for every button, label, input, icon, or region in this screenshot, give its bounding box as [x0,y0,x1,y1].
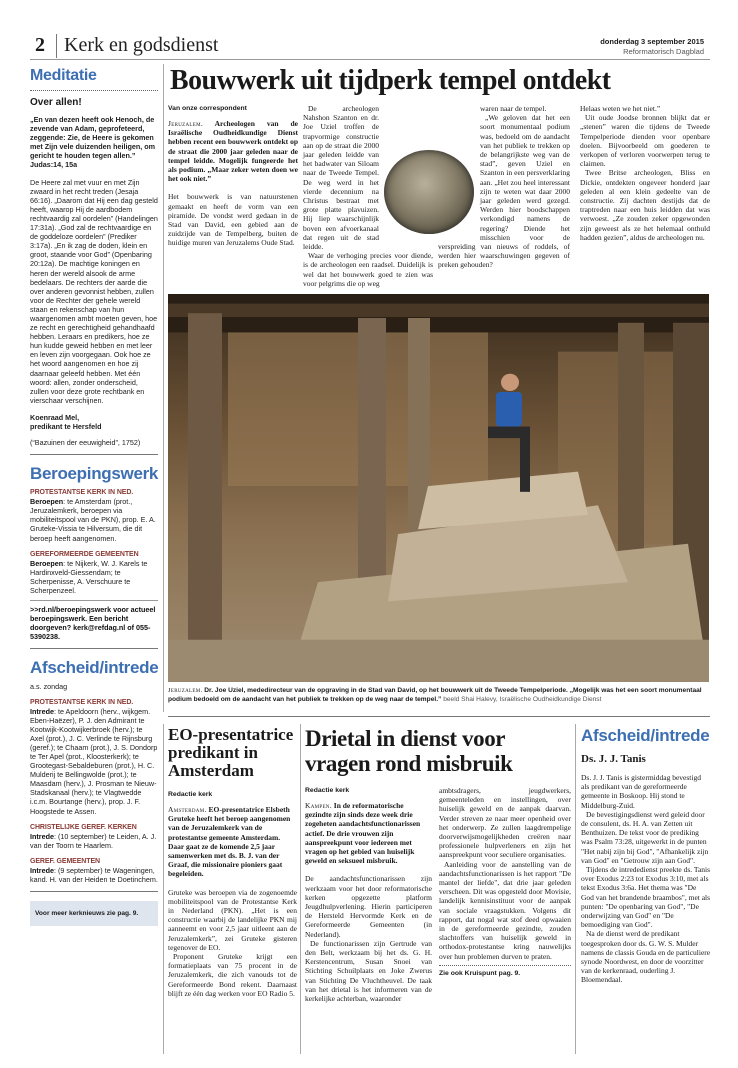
page-number: 2 [35,34,45,56]
main-article-col-1 [168,104,298,248]
dateline: Amsterdam. [168,805,207,814]
intrede-entry [30,832,158,850]
main-article-col-4 [580,104,710,242]
meditatie-heading: Meditatie [30,67,97,84]
drietal-col-1 [305,786,432,1003]
entry-label: Intrede [30,865,54,875]
paragraph: Tijdens de intrededienst preekte ds. Tanis over Exodus 2:23 tot Exodus 3:10, met als tekst Exodus 3:6a. Het thema was "De God van het brandende braambos", met als punten: "De openbaring van God", "De onderwijzing van God" en "De bemoediging van God". [581,865,711,930]
entry-text: : te Apeldoorn (herv., wijkgem. Eben-Haëzer), P. J. den Admirant te Kootwijk-Kootwijkerbroek (herv.); te Axel (prot.), J. C. Verlinde te Rijnsburg (geref.); te Chaam (prot.), J. S. Dondorp te Ter Apel (prot., Kloosterkerk); te Grootegast-Sebaldeburen (prot.), H. C. Mulderij te Bellingwolde (prot.); te Maasdam (herv.), J. Prosman te Nieuw-Stadskanaal (herv.); te Vlagtwedde i.c.m. Bourtange (herv.), prop. J. F. Hoogstede te Assen. [30,706,158,816]
caption-text: Dr. Joe Uziel, mededirecteur van de opgraving in de Stad van David, op het bouwwerk uit de Tweede Tempelperiode. „Mogelijk was het een soort monumentaal podium bedoeld om de aandacht van het publiek te trekken op de weg naar de tempel.” [168,687,702,704]
column-divider [163,64,164,712]
entry-label: Beroepen [30,558,64,568]
paragraph: Aanleiding voor de aanstelling van de aandachtsfunctionarissen is het rapport "De mantel der liefde", dat drie jaar geleden verscheen. Dit was opgesteld door Movisie, landelijk kennisinstituut voor de aanpak van sociale vraagstukken. Volgens dit rapport, dat nogal wat stof deed opwaaien in de gereformeerde gezindte, zouden slachtoffers van huiselijk geweld in orthodox-protestantse kring nauwelijks over hun problemen durven te praten. [439,859,571,961]
church-category: GEREFORMEERDE GEMEENTEN [30,550,139,558]
dateline: Kampen. [305,801,332,810]
see-also-link[interactable]: Zie ook Kruispunt pag. 9. [439,969,521,977]
entry-text: : (9 september) te Wageningen, kand. H. van der Heiden te Doetinchem. [30,865,158,884]
paragraph: De aandachtsfunctionarissen zijn werkzaam voor het door reformatorische kerken opgezette platform Jeugdhulpverlening. Hierin participeren de Hersteld Hervormde Kerk en de Gereformeerde Gemeenten (in Nederland). [305,874,432,939]
entry-label: Intrede [30,706,54,716]
issue-date: donderdag 3 september 2015 [600,37,704,46]
church-category: PROTESTANTSE KERK IN NED. [30,698,134,706]
meditatie-author: Koenraad Mel, [30,412,80,422]
footer-link-text[interactable]: >>rd.nl/beroepingswerk voor actueel beroepingswerk. Een bericht doorgeven? kerk@refdag.nl of 055-5390238. [30,605,156,642]
paragraph: De bevestigingsdienst werd geleid door de consulent, ds. H. A. van Zetten uit Benthuizen. De tekst voor de prediking was Psalm 73:28, uitgewerkt in de punten "Het nabij zijn bij God", "Afhankelijk zijn van God" en "Getrouw zijn aan God". [581,809,709,865]
afscheid-intrede-right [581,726,711,985]
article-lead [305,801,432,865]
section-title: Kerk en godsdienst [64,34,219,56]
header-rule [30,59,710,60]
main-headline: Bouwwerk uit tijdperk tempel ontdekt [170,64,611,96]
more-news-box[interactable]: Voor meer kerknieuws zie pag. 9. [30,901,158,926]
paragraph: De functionarissen zijn Gertrude van den Belt, werkzaam bij het ds. G. H. Kerstencentrum, Susan Snoei van Stichting Schuilplaats en Joke Zwerus van Stichting De Vluchtheuvel. De taak van het drietal is het informeren van de kerkelijke achterban, waaronder [305,938,432,1004]
meditatie-body: De Heere zal met vuur en met Zijn zwaard in het recht treden (Jesaja 66:16). „Daarom dat Hij een dag gesteld heeft, waarop Hij de aardbodem rechtvaardig zal oordelen” (Handelingen 17:31a). „God zal de rechtvaardige en de goddeloze oordelen” (Prediker 3:17a). „En ik zag de doden, klein en groot, staande voor God” (Openbaring 20:12a). De machtige koningen en heren der wereld alsook de arme bedelaars. De rechters der aarde die over anderen gevonnist hebben, zullen voor de Rechter der gehele wereld staan en rekenschap van hun waargenomen ambt moeten geven, hoe ze recht en gerechtigheid gehandhaafd hebben. Leraars en predikers, hoe ze hun kudde geweid hebben en met leer en leven zijn voorgegaan. Ook hoe ze het woord aangenomen en hoe zij daarnaar geleefd hebben. Met één woord: allen, zonder onderscheid, zullen voor deze grote rechtbank en vierschaar verschijnen. [30,177,158,405]
dotted-rule [30,90,158,91]
paragraph: De archeologen Nahshon Szanton en dr. Joe Uziel troffen de trapvormige constructie aan op de straat die 2000 jaar geleden leidde van het badwater van Siloam naar de Tweede Tempel. De weg werd in het vierde decennium na Christus bestraat met grote platte plavuizen. Hij liep waarschijnlijk boven een afvoerkanaal dat regen uit de stad leidde. [303,104,379,252]
paragraph: Waar de verhoging precies voor diende, is de archeologen een raadsel. Duidelijk is wel dat het bouwwerk goed te zien was voor pelgrims die op weg [303,251,433,288]
paragraph: Proponent Gruteke krijgt een formatieplaats van 75 procent in de Jeruzalemkerk, die zich vanouds tot de Gereformeerde Bond rekent. Daarnaast blijft ze één dag werken voor EO Radio 5. [168,952,297,998]
left-sidebar [30,66,158,926]
paragraph: waren naar de tempel. [480,104,547,113]
afscheid-intrede-left [30,658,158,892]
photo-credit: beeld Shai Halevy, Israëlische Oudheidkundige Dienst [443,696,602,704]
ancient-coin-image [384,150,474,234]
paragraph: „We geloven dat het een soort monumentaal podium was, bedoeld om de aandacht van het publiek te trekken op de belangrijkste weg van de stad”, geven Uziel en Szanton in een persverklaring aan. „Het zou heel interessant zijn te weten wat daar 2000 jaar geleden werd gezegd. Werden hier boodschappen verkondigd namens de regering? Diende het misschien voor de verspreiding van nieuws of roddels, of werden hier waarschuwingen gegeven of preken gehouden? [438,113,570,270]
beroepingswerk-heading: Beroepingswerk [30,464,159,484]
newspaper-name: Reformatorisch Dagblad [623,47,704,56]
byline: Redactie kerk [168,791,213,798]
paragraph: Na de dienst werd de predikant toegesproken door ds. G. W. S. Mulder namens de classis Gouda en de particuliere synode Noordwest, en door de voorzitter van de kerkenraad, ouderling J. Bloemendaal. [581,929,711,985]
excavation-scene [168,294,709,682]
meditatie-quote: „En van dezen heeft ook Henoch, de zevende van Adam, geprofeteerd, zeggende: Zie, de Heere is gekomen met Zijn vele duizenden heiligen, om gericht te houden tegen allen.” [30,115,156,161]
article-lead [168,805,297,879]
eo-headline: EO-presentatrice predikant in Amsterdam [168,725,294,780]
beroepingswerk-section [30,464,158,649]
lead-text: In de reformatorische gezindte zijn sinds deze week drie zogeheten aandachtsfunctionarissen actief. De drie vrouwen zijn aanspreekpunt voor iedereen met vragen op het gebied van huiselijk geweld en seksueel misbruik. [305,801,421,866]
beroep-entry [30,497,158,542]
article-lead [168,119,298,183]
meditatie-reference: Judas:14, 15a [30,160,78,170]
beroepingswerk-footer[interactable] [30,600,158,641]
entry-text: : te Amsterdam (prot., Jeruzalemkerk, beroepen via mobiliteitspool van de PKN), prop. E. A. Gruteke-Vissia te Hilversum, die dit beroep heeft aangenomen. [30,497,156,543]
paragraph: Gruteke was beroepen via de zogenoemde mobiliteitspool van de Protestantse Kerk in Nederland (PKN). „Het is een constructie waarbij de landelijke PKN mij aanneemt en voor 2,5 jaar uitleent aan de Jeruzalemkerk”, zei Gruteke gisteren tegenover de EO. [168,887,297,952]
dateline: Jeruzalem. [168,119,204,128]
lead-text: Archeologen van de Israëlische Oudheidkundige Dienst hebben recent een bouwwerk ontdekt op de straat die 2000 jaar geleden naar de tempel leidde. Mogelijk fungeerde het als podium. „Maar zeker weten doen we het ook niet.” [168,119,298,184]
meditatie-author-role: predikant te Hersfeld [30,422,102,431]
entry-label: Beroepen [30,497,64,507]
paragraph: ambtsdragers, jeugdwerkers, gemeenteleden en instellingen, over huiselijk geweld en de aanpak daarvan. Verder streven ze naar meer openheid over het onderwerp. Ze zullen laagdrempelige doorverwijsmogelijkheden creëren naar professionele hulpverleners en zijn het aanspreekpunt voor seculiere organisaties. [439,786,571,860]
meditatie-section [30,66,158,455]
drietal-article [305,726,571,1003]
drietal-col-2 [439,786,571,1003]
paragraph: Uit oude Joodse bronnen blijkt dat er „stenen” waren die tijdens de Tweede Tempelperiode dienden voor openbare doelen. Bijvoorbeeld om goederen te verkopen of verloren voorwerpen terug te claimen. [580,113,710,169]
entry-text: : te Nijkerk, W. J. Karels te Hardinxveld-Giessendam; te Scherpenisse, A. Verschuure te Scherpenzeel. [30,558,148,595]
dotted-rule [439,965,571,966]
eo-article [168,726,297,998]
photo-caption [168,686,713,705]
afscheid-heading: Afscheid/intrede [30,658,159,678]
column-divider [300,724,301,1054]
church-category: CHRISTELIJKE GEREF. KERKEN [30,823,137,831]
entry-label: Intrede [30,831,54,841]
intrede-entry [30,707,158,816]
header-date-block [600,37,704,57]
paragraph: Twee Britse archeologen, Bliss en Dickie, ontdekten ongeveer honderd jaar geleden al een klein gedeelte van de constructie. Zij dachten destijds dat de traptreden naar een huis leidden dat was verwoest. „Ze zouden zeker opgewonden zijn geweest als ze het helemaal onthuld hadden gezien”, aldus de archeologen nu. [580,168,710,242]
section-rule [168,716,710,717]
afscheid-heading: Afscheid/intrede [581,726,710,745]
paragraph: Helaas weten we het niet.” [580,104,661,113]
excavation-photo [168,294,709,682]
column-divider [575,724,576,1054]
drietal-headline: Drietal in dienst voor vragen rond misbruik [305,726,513,776]
lead-text: EO-presentatrice Elsbeth Gruteke heeft het beroep aangenomen van de Jeruzalemkerk van de protestantse gemeente Amsterdam. Daar gaat ze de komende 2,5 jaar samenwerken met ds. B. J. van der Graaf, die missionaire pioniers gaat begeleiden. [168,805,291,879]
caption-dateline: Jeruzalem. [168,687,203,694]
intrede-entry [30,866,158,884]
paragraph: Het bouwwerk is van natuurstenen gemaakt en heeft de vorm van een piramide. De vondst werd gedaan in de Stad van David, een gebied aan de zuidzijde van de Tempelberg, buiten de huidige muren van Jeruzalems Oude Stad. [168,192,298,248]
header-divider [56,34,57,58]
church-category: GEREF. GEMEENTEN [30,857,100,865]
afscheid-subtitle: a.s. zondag [30,682,68,692]
meditatie-title: Over allen! [30,97,82,108]
church-category: PROTESTANTSE KERK IN NED. [30,489,134,497]
column-divider [163,724,164,1054]
meditatie-source: (“Bazuinen der eeuwigheid”, 1752) [30,438,141,448]
byline: Redactie kerk [305,787,350,794]
entry-text: : (10 september) te Leiden, A. J. van der Toorn te Haarlem. [30,831,157,850]
paragraph: Ds. J. J. Tanis is gistermiddag bevestigd als predikant van de gereformeerde gemeente in Boskoop. Hij stond te Middelburg-Zuid. [581,773,701,810]
afscheid-subhead: Ds. J. J. Tanis [581,753,646,765]
beroep-entry [30,559,158,595]
byline: Van onze correspondent [168,105,247,112]
